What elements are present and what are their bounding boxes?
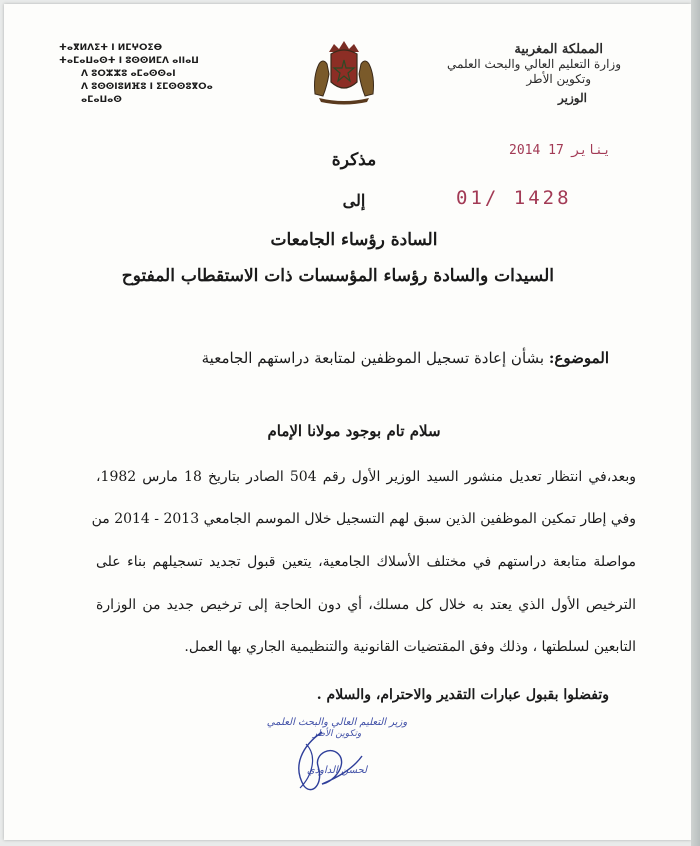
stamp-ministry-line-1: وزير التعليم العالي والبحث العلمي — [266, 717, 408, 728]
body-line-4: الترخيص الأول الذي يعتد به خلال كل مسلك، أي دون الحاجة إلى ترخيص جديد من الوزارة — [96, 597, 636, 613]
scan-edge — [691, 0, 700, 846]
moroccan-coat-of-arms-icon — [309, 38, 379, 106]
handwritten-signature-icon — [262, 726, 372, 796]
tifinagh-line-4: ⴷ ⵓⵙⵙⵏⵓⵍⴼⵓ ⵏ ⵉⵎⵙⵙⵓⴳⵔⴰ — [81, 82, 213, 92]
tifinagh-line-5: ⴰⵎⴰⵡⴰⵙ — [81, 95, 122, 105]
recipient-universities: السادة رؤساء الجامعات — [270, 230, 438, 250]
body-line-5: التابعين لسلطتها ، وذلك وفق المقتضيات القانونية والتنظيمية الجاري بها العمل. — [184, 639, 636, 655]
stamp-ministry-line-2: وتكوين الأطر — [312, 729, 362, 739]
header-tifinagh — [59, 42, 229, 107]
kingdom-name: المملكة المغربية — [514, 42, 603, 57]
subject-label: الموضوع: — [548, 349, 609, 367]
date-stamp: 2014 يناير 17 — [509, 143, 611, 158]
body-line-2: وفي إطار تمكين الموظفين الذين سبق لهم التسجيل خلال الموسم الجامعي 2013 - 2014 من — [91, 511, 636, 527]
tifinagh-line-1: ⵜⴰⴳⵍⴷⵉⵜ ⵏ ⵍⵎⵖⵔⵉⴱ — [59, 43, 163, 53]
minister-title: الوزير — [558, 91, 587, 105]
memo-title: مذكرة — [331, 150, 377, 170]
body-line-1: وبعد،في انتظار تعديل منشور السيد الوزير الأول رقم 504 الصادر بتاريخ 18 مارس 1982، — [96, 469, 637, 485]
minister-name: لحسن الداودي — [306, 765, 368, 776]
to-label: إلى — [342, 191, 366, 210]
ministry-line-2: وتكوين الأطر — [526, 72, 591, 86]
greeting: سلام تام بوجود مولانا الإمام — [267, 422, 441, 440]
memo-page — [4, 4, 691, 840]
body-line-3: مواصلة متابعة دراستهم في مختلف الأسلاك الجامعية، يتعين قبول تجديد تسجيلهم بناء على — [96, 554, 636, 570]
tifinagh-line-3: ⴷ ⵓⵔⵣⵣⵓ ⴰⵎⴰⵙⵙⴰⵏ — [81, 69, 176, 79]
reference-number-stamp: 01/ 1428 — [456, 187, 572, 209]
recipient-institutions: السيدات والسادة رؤساء المؤسسات ذات الاستقطاب المفتوح — [121, 266, 554, 286]
subject-line — [202, 349, 609, 367]
tifinagh-line-2: ⵜⴰⵎⴰⵡⴰⵙⵜ ⵏ ⵓⵙⵙⵍⵎⴷ ⴰⵏⵏⴰⵡ — [59, 56, 199, 66]
closing-line: وتفضلوا بقبول عبارات التقدير والاحترام، والسلام . — [316, 687, 609, 703]
ministry-line-1: وزارة التعليم العالي والبحث العلمي — [447, 57, 621, 71]
header-ministry — [431, 42, 621, 106]
subject-text: بشأن إعادة تسجيل الموظفين لمتابعة دراستهم الجامعية — [201, 349, 545, 367]
